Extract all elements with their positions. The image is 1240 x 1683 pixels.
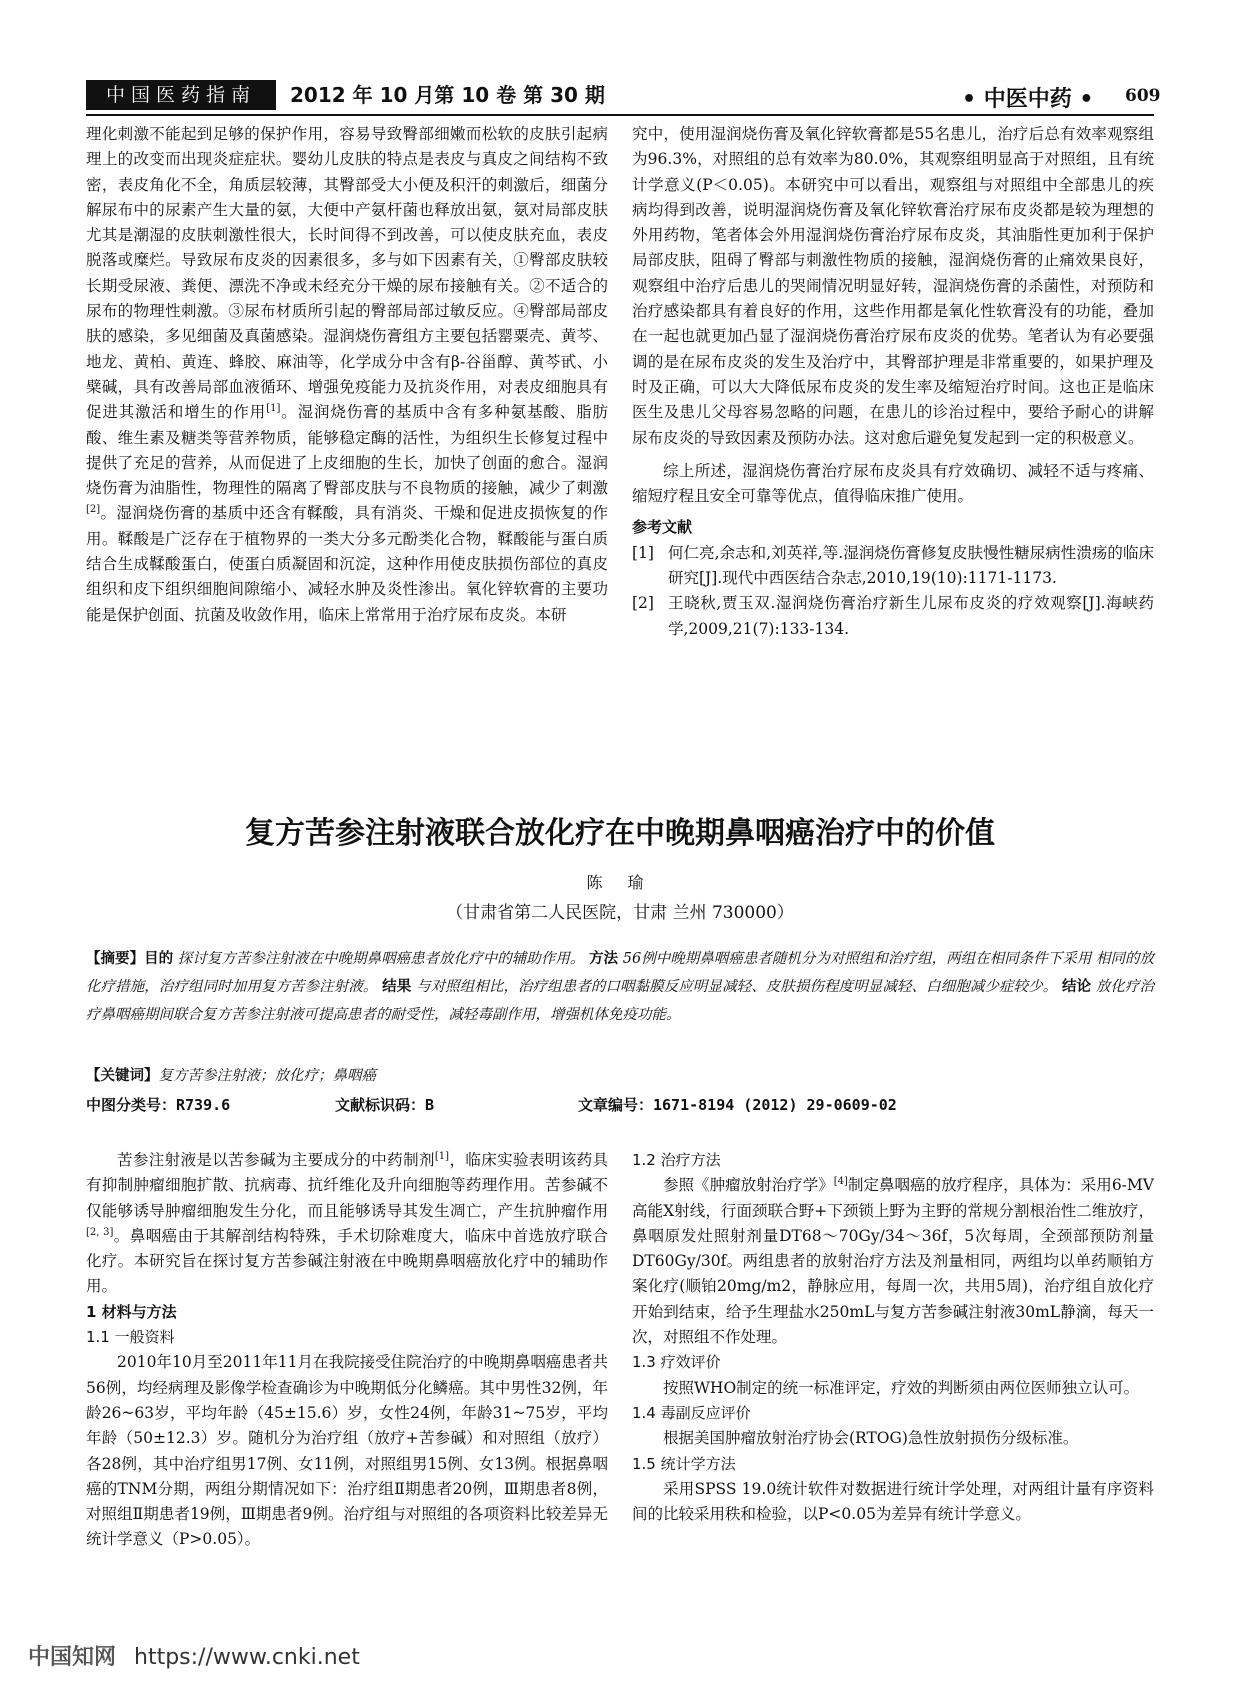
header-rule	[86, 114, 1154, 116]
section-heading-1-3: 1.3 疗效评价	[632, 1353, 721, 1372]
abstract-purpose: 探讨复方苦参注射液在中晚期鼻咽癌患者放化疗中的辅助作用。	[177, 951, 585, 967]
section-heading-1-5: 1.5 统计学方法	[632, 1454, 736, 1473]
text-run: 参照《肿瘤放射治疗学》	[663, 1176, 834, 1195]
reference-item	[632, 591, 1154, 642]
article-left-column	[86, 1148, 608, 1553]
citation-mark: [4]	[833, 1176, 848, 1188]
intro-paragraph	[86, 1148, 608, 1300]
conclusion-label: 结论	[1061, 979, 1092, 995]
citation-mark: [1]	[434, 1150, 450, 1162]
citation-mark: [2]	[86, 504, 101, 516]
text-run: 。湿润烧伤膏的基质中还含有鞣酸，具有消炎、干燥和促进皮损恢复的作用。鞣酸是广泛存在于植物界的一类大分多元酚类化合物，鞣酸能与蛋白质结合生成鞣酸蛋白，使蛋白质凝固和沉淀，这种作用使皮肤损伤部位的真皮组织和皮下组织细胞间隙缩小、减轻水肿及炎性渗出。氧化锌软膏的主要功能是保护创面、抗菌及收敛作用，临床上常常用于治疗尿布皮炎。本研	[86, 504, 608, 624]
keywords	[86, 1064, 1154, 1085]
reference-number: [2]	[632, 594, 654, 613]
abstract	[86, 945, 1154, 1029]
article-number: 文章编号：1671-8194 (2012) 29-0609-02	[578, 1096, 897, 1114]
reference-text: 王晓秋,贾玉双.湿润烧伤膏治疗新生儿尿布皮炎的疗效观察[J].海峡药学,2009,21(7):133-134.	[668, 594, 1154, 638]
abstract-methods: 56例中晚期鼻咽癌患者随机分为对照组和治疗组，两组在相同条件下采用 相同的放化疗措施，治疗组同时加用复方苦参注射液。	[86, 951, 1155, 995]
text-run: 制定鼻咽癌的放疗程序，具体为：采用6-MV高能X射线，行面颈联合野+下颈锁上野为主野的常规分割根治性二维放疗，鼻咽原发灶照射剂量DT68～70Gy/34～36f，5次每周，全颈部预防剂量DT60Gy/30f。两组患者的放射治疗方法及剂量相同，两组均以单药顺铂方案化疗(顺铂20mg/m2，静脉应用，每周一次，共用5周)，治疗组自放化疗开始到结束，给予生理盐水250mL与复方苦参碱注射液30mL静滴，每天一次，对照组不作处理。	[632, 1176, 1154, 1347]
clc-number: 中图分类号：R739.6	[86, 1096, 231, 1114]
references-heading: 参考文献	[632, 518, 693, 537]
methods-label: 方法	[589, 951, 619, 967]
section-heading-1: 1 材料与方法	[86, 1302, 177, 1321]
top-right-paragraph: 究中，使用湿润烧伤膏及氧化锌软膏都是55名患儿，治疗后总有效率观察组为96.3%，对照组的总有效率为80.0%，其观察组明显高于对照组，且有统计学意义(P＜0.05)。本研究中可以看出，观察组与对照组中全部患儿的疾病均得到改善，说明湿润烧伤膏及氧化锌软膏治疗尿布皮炎都是较为理想的外用药物，笔者体会外用湿润烧伤膏治疗尿布皮炎，其油脂性更加利于保护局部皮肤，阻碍了臀部与刺激性物质的接触，湿润烧伤膏的止痛效果良好，观察组中治疗后患儿的哭闹情况明显好转，湿润烧伤膏的杀菌性，对预防和治疗感染都具有着良好的作用，这些作用都是氧化性软膏没有的功能，叠加在一起也就更加凸显了湿润烧伤膏治疗尿布皮炎的优势。笔者认为有必要强调的是在尿布皮炎的发生及治疗中，其臀部护理是非常重要的，如果护理及时及正确，可以大大降低尿布皮炎的发生率及缩短治疗时间。这也正是临床医生及患儿父母容易忽略的问题，在患儿的诊治过程中，要给予耐心的讲解尿布皮炎的导致因素及预防办法。这对愈后避免复发起到一定的积极意义。	[632, 125, 1154, 447]
conclusion-paragraph: 综上所述，湿润烧伤膏治疗尿布皮炎具有疗效确切、减轻不适与疼痛、缩短疗程且安全可靠等优点，值得临床推广使用。	[632, 461, 1154, 506]
section-heading-1-4: 1.4 毒副反应评价	[632, 1403, 751, 1422]
top-article-left-column	[86, 122, 608, 628]
article-title: 复方苦参注射液联合放化疗在中晚期鼻咽癌治疗中的价值	[245, 816, 995, 851]
text-run: 。湿润烧伤膏的基质中含有多种氨基酸、脂肪酸、维生素及糖类等营养物质，能够稳定酶的活性，为组织生长修复过程中提供了充足的营养，从而促进了上皮细胞的生长，加快了创面的愈合。湿润烧伤膏为油脂性，物理性的隔离了臀部皮肤与不良物质的接触，减少了刺激	[86, 403, 608, 498]
abstract-conclusion: 放化疗治疗鼻咽癌期间联合复方苦参注射液可提高患者的耐受性，减轻毒副作用，增强机体免疫功能。	[86, 979, 1155, 1023]
cnki-footer	[28, 1640, 360, 1671]
keywords-text: 复方苦参注射液；放化疗；鼻咽癌	[158, 1068, 376, 1084]
page-number: 609	[1125, 86, 1161, 106]
citation-mark: [2, 3]	[86, 1226, 114, 1238]
abstract-results: 与对照组相比，治疗组患者的口咽黏膜反应明显减轻、皮肤损伤程度明显减轻、白细胞减少症较少。	[416, 979, 1058, 995]
reference-item	[632, 541, 1154, 592]
reference-text: 何仁亮,余志和,刘英祥,等.湿润烧伤膏修复皮肤慢性糖尿病性溃疡的临床研究[J].现代中西医结合杂志,2010,19(10):1171-1173.	[668, 543, 1154, 588]
general-data-paragraph: 2010年10月至2011年11月在我院接受住院治疗的中晚期鼻咽癌患者共56例，均经病理及影像学检查确诊为中晚期低分化鳞癌。其中男性32例，年龄26~63岁，平均年龄（45±15.6）岁，女性24例，年龄31~75岁，平均年龄（50±12.3）岁。随机分为治疗组（放疗+苦参碱）和对照组（放疗）各28例，其中治疗组男17例、女11例，对照组男15例、女13例。根据鼻咽癌的TNM分期，两组分期情况如下：治疗组Ⅱ期患者20例，Ⅲ期患者8例，对照组Ⅱ期患者19例，Ⅲ期患者9例。治疗组与对照组的各项资料比较差异无统计学意义（P>0.05）。	[86, 1353, 608, 1549]
abstract-label: 【摘要】目的	[86, 951, 174, 967]
top-left-paragraph	[86, 122, 608, 628]
toxicity-paragraph: 根据美国肿瘤放射治疗协会(RTOG)急性放射损伤分级标准。	[663, 1429, 1079, 1448]
document-code: 文献标识码：B	[335, 1096, 435, 1114]
section-heading-1-1: 1.1 一般资料	[86, 1328, 175, 1347]
results-label: 结果	[382, 979, 412, 995]
reference-number: [1]	[632, 543, 654, 562]
journal-name: 中国医药指南	[86, 80, 276, 110]
issue-info: 2012 年 10 月第 10 卷 第 30 期	[290, 83, 605, 107]
cnki-brand: 中国知网	[28, 1645, 117, 1670]
section-heading: • 中医中药 •	[962, 87, 1094, 112]
efficacy-paragraph: 按照WHO制定的统一标准评定，疗效的判断须由两位医师独立认可。	[663, 1378, 1140, 1397]
citation-mark: [1]	[266, 403, 281, 415]
treatment-paragraph	[632, 1173, 1154, 1350]
article-author: 陈 瑜	[586, 873, 654, 892]
statistics-paragraph: 采用SPSS 19.0统计软件对数据进行统计学处理，对两组计量有序资料间的比较采用秩和检验，以P<0.05为差异有统计学意义。	[632, 1479, 1154, 1524]
text-run: 理化刺激不能起到足够的保护作用，容易导致臀部细嫩而松软的皮肤引起病理上的改变而出现炎症症状。婴幼儿皮肤的特点是表皮与真皮之间结构不致密，表皮角化不全，角质层较薄，其臀部受大小便及积汗的刺激后，细菌分解尿布中的尿素产生大量的氨，大便中产氨杆菌也释放出氨，氨对局部皮肤尤其是潮湿的皮肤刺激性很大，长时间得不到改善，可以使皮肤充血，表皮脱落或糜烂。导致尿布皮炎的因素很多，多与如下因素有关，①臀部皮肤较长期受尿液、粪便、漂洗不净或未经充分干燥的尿布接触有关。②不适合的尿布的物理性刺激。③尿布材质所引起的臀部局部过敏反应。④臀部局部皮肤的感染，多见细菌及真菌感染。湿润烧伤膏组方主要包括罂粟壳、黄芩、地龙、黄柏、黄连、蜂胶、麻油等，化学成分中含有β-谷甾醇、黄芩甙、小檗碱，具有改善局部血液循环、增强免疫能力及抗炎作用，对表皮细胞具有促进其激活和增生的作用	[86, 125, 608, 422]
article-right-column	[632, 1148, 1154, 1527]
top-article-right-column	[632, 122, 1154, 642]
keywords-label: 【关键词】	[86, 1068, 159, 1084]
text-run: 。鼻咽癌由于其解剖结构特殊，手术切除难度大，临床中首选放疗联合化疗。本研究旨在探讨复方苦参碱注射液在中晚期鼻咽癌放化疗中的辅助作用。	[86, 1226, 608, 1296]
section-heading-1-2: 1.2 治疗方法	[632, 1151, 721, 1169]
text-run: ，临床实验表明该药具有抑制肿瘤细胞扩散、抗病毒、抗纤维化及升向细胞等药理作用。苦参碱不仅能够诱导肿瘤细胞发生分化，而且能够诱导其发生凋亡，产生抗肿瘤作用	[86, 1151, 608, 1220]
text-run: 苦参注射液是以苦参碱为主要成分的中药制剂	[117, 1151, 435, 1169]
cnki-url[interactable]: https://www.cnki.net	[134, 1645, 360, 1670]
article-affiliation: （甘肃省第二人民医院，甘肃 兰州 730000）	[446, 903, 794, 923]
